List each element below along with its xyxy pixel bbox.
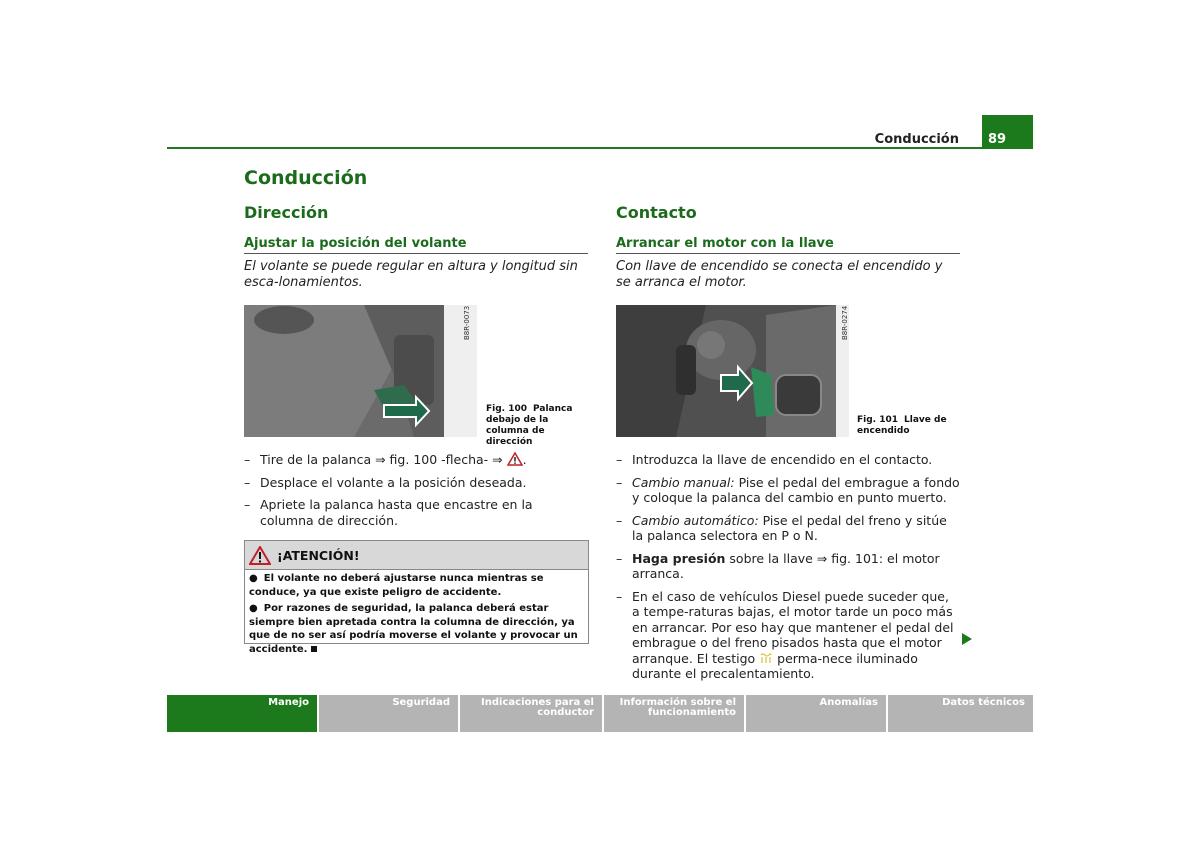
warning-triangle-icon[interactable] — [507, 452, 523, 466]
tab-informacion[interactable]: Información sobre el funcionamiento — [604, 695, 744, 732]
page-number: 89 — [988, 132, 1007, 147]
section-title-direccion: Dirección — [244, 203, 329, 222]
list-item: – Introduzca la llave de encendido en el contacto. — [616, 452, 960, 468]
list-item: – Haga presión sobre la llave ⇒ fig. 101: el motor arranca. — [616, 551, 960, 582]
tab-manejo[interactable]: Manejo — [167, 695, 317, 732]
figure-100-image — [244, 305, 477, 437]
tab-anomalias[interactable]: Anomalías — [746, 695, 886, 732]
intro-contacto: Con llave de encendido se conecta el encendido y se arranca el motor. — [616, 259, 943, 290]
figure-101-caption — [857, 415, 957, 437]
tab-indicaciones[interactable]: Indicaciones para el conductor — [460, 695, 602, 732]
running-header-title: Conducción — [874, 132, 959, 147]
warning-triangle-icon — [249, 546, 271, 565]
section-end-mark — [311, 646, 317, 652]
section-title-contacto: Contacto — [616, 203, 697, 222]
warning-item: ● Por razones de seguridad, la palanca deberá estar siempre bien apretada contra la columna de dirección, ya que de no ser así podría moverse el volante y provocar un accidente. — [249, 603, 578, 655]
figure-101-image — [616, 305, 849, 437]
figure-100-code: B8R-0073 — [463, 305, 471, 340]
subsection-title-volante: Ajustar la posición del volante — [244, 236, 588, 254]
figure-101-caption-text: Llave de encendido — [857, 415, 947, 436]
warning-box — [244, 540, 589, 655]
warning-header — [245, 541, 588, 570]
list-item: – Desplace el volante a la posición deseada. — [244, 475, 588, 491]
intro-volante: El volante se puede regular en altura y longitud sin esca-lonamientos. — [244, 259, 578, 290]
chapter-title: Conducción — [244, 167, 368, 189]
warning-item: ● El volante no deberá ajustarse nunca mientras se conduce, ya que existe peligro de accidente. — [249, 573, 544, 598]
tab-datos-tecnicos[interactable]: Datos técnicos — [888, 695, 1033, 732]
continue-arrow-icon — [962, 633, 972, 645]
warning-title: ¡ATENCIÓN! — [277, 547, 360, 563]
list-item: – Apriete la palanca hasta que encastre en la columna de dirección. — [244, 497, 588, 528]
figure-100-caption — [486, 404, 586, 448]
tab-seguridad[interactable]: Seguridad — [319, 695, 458, 732]
list-item: – En el caso de vehículos Diesel puede suceder que, a tempe-raturas bajas, el motor tarde un poco más en arrancar. Por eso hay que mantener el pedal del embrague o del freno pisados hasta que el motor arranque. El testigo perma-nece iluminado durante el precalentamiento. — [616, 589, 960, 682]
figure-100-caption-text: Palanca debajo de la columna de dirección — [486, 404, 573, 447]
bottom-nav — [167, 695, 1033, 732]
steps-volante — [244, 452, 588, 535]
list-item: – Cambio automático: Pise el pedal del freno y sitúe la palanca selectora en P o N. — [616, 513, 960, 544]
list-item: – Cambio manual: Pise el pedal del embrague a fondo y coloque la palanca del cambio en punto muerto. — [616, 475, 960, 506]
figure-100-number: Fig. 100 — [486, 404, 528, 414]
list-item: – Tire de la palanca ⇒ fig. 100 -flecha- ⇒ . — [244, 452, 588, 468]
glow-plug-indicator-icon — [759, 653, 773, 664]
figure-101-code: B8R-0274 — [841, 305, 849, 340]
subsection-title-arrancar: Arrancar el motor con la llave — [616, 236, 960, 254]
header-rule — [167, 147, 1033, 149]
steps-contacto — [616, 452, 960, 689]
figure-101-number: Fig. 101 — [857, 415, 899, 425]
